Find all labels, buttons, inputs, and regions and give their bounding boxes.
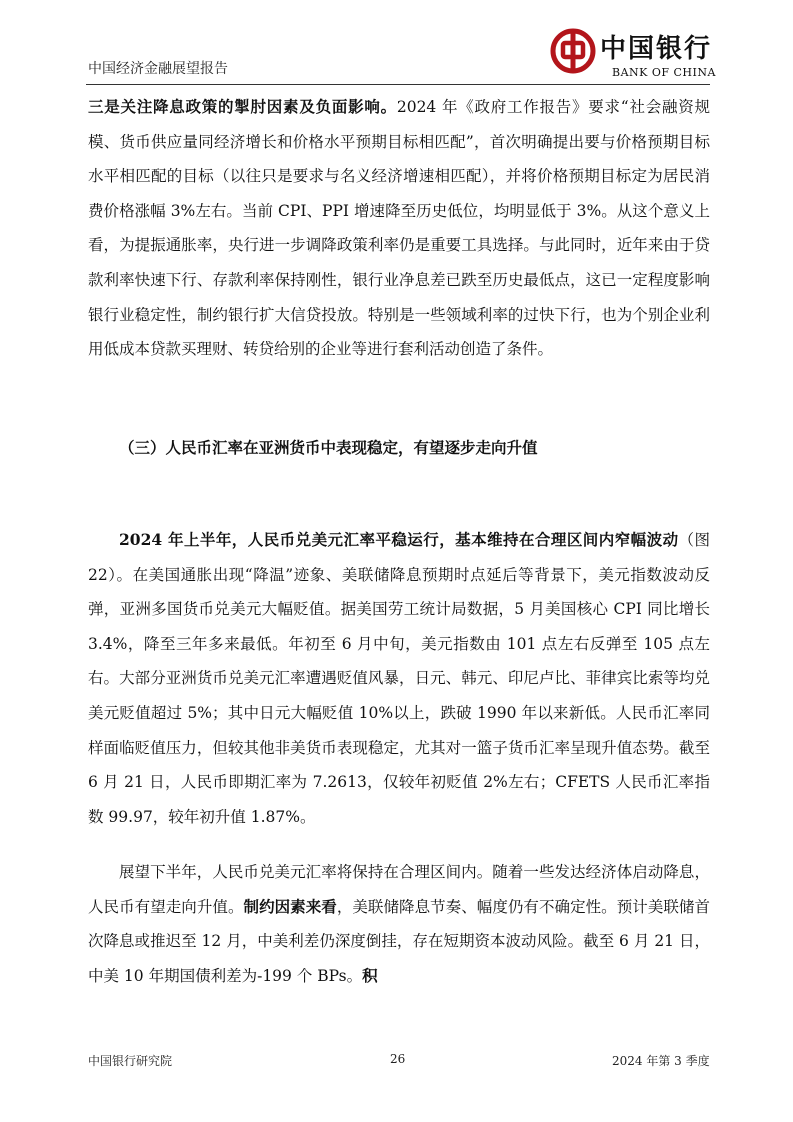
paragraph-text: （图 22）。在美国通胀出现“降温”迹象、美联储降息预期时点延后等背景下，美元指数波动反弹，亚洲多国货币兑美元大幅贬值。据美国劳工统计局数据，5 月美国核心 CPI 同比增长 3.4%，降至三年多来最低。年初至 6 月中旬，美元指数由 101 点左右反弹至 105 点左右。大部分亚洲货币兑美元汇率遭遇贬值风暴，日元、韩元、印尼卢比、菲律宾比索等均兑美元贬值超过 5%；其中日元大幅贬值 10%以上，跌破 1990 年以来新低。人民币汇率同样面临贬值压力，但较其他非美货币表现稳定，尤其对一篮子货币汇率呈现升值态势。截至 6 月 21 日，人民币即期汇率为 7.2613，仅较年初贬值 2%左右；CFETS 人民币汇率指数 99.97，较年初升值 1.87%。 (88, 531, 710, 826)
bank-logo (548, 26, 718, 82)
logo-english-name: BANK OF CHINA (612, 66, 716, 79)
page-number: 26 (390, 1052, 406, 1066)
paragraph-interest-rate-constraints (88, 90, 710, 367)
paragraph-bold-lead: 三是关注降息政策的掣肘因素及负面影响。 (88, 97, 397, 116)
header-divider (86, 84, 710, 85)
paragraph-text: 展望下半年，人民币兑美元汇率将保持在合理区间内。随着一些发达经济体启动降息，人民币有望走向升值。 (88, 863, 710, 916)
section-heading: （三）人民币汇率在亚洲货币中表现稳定，有望逐步走向升值 (119, 438, 538, 457)
paragraph-outlook (88, 855, 710, 993)
bank-of-china-emblem-icon (550, 28, 596, 74)
paragraph-rmb-exchange-rate (88, 523, 710, 834)
paragraph-bold-phrase: 制约因素来看 (243, 896, 337, 916)
report-title: 中国经济金融展望报告 (88, 61, 228, 77)
footer-quarter: 2024 年第 3 季度 (612, 1054, 710, 1068)
paragraph-text: 2024 年《政府工作报告》要求“社会融资规模、货币供应量同经济增长和价格水平预期目标相匹配”，首次明确提出要与价格预期目标水平相匹配的目标（以往只是要求与名义经济增速相匹配），并将价格预期目标定为居民消费价格涨幅 3%左右。当前 CPI、PPI 增速降至历史低位，均明显低于 3%。从这个意义上看，为提振通胀率，央行进一步调降政策利率仍是重要工具选择。与此同时，近年来由于贷款利率快速下行、存款利率保持刚性，银行业净息差已跌至历史最低点，这已一定程度影响银行业稳定性，制约银行扩大信贷投放。特别是一些领域利率的过快下行，也为个别企业利用低成本贷款买理财、转贷给别的企业等进行套利活动创造了条件。 (88, 98, 710, 359)
footer-institute: 中国银行研究院 (88, 1054, 173, 1068)
paragraph-bold-tail: 积 (362, 965, 378, 985)
logo-chinese-name: 中国银行 (600, 34, 713, 64)
paragraph-text: ，美联储降息节奏、幅度仍有不确定性。预计美联储首次降息或推迟至 12 月，中美利差仍深度倒挂，存在短期资本波动风险。截至 6 月 21 日，中美 10 年期国债利差为-199 个 BPs。 (88, 897, 710, 985)
paragraph-bold-lead: 2024 年上半年，人民币兑美元汇率平稳运行，基本维持在合理区间内窄幅波动 (119, 530, 679, 549)
